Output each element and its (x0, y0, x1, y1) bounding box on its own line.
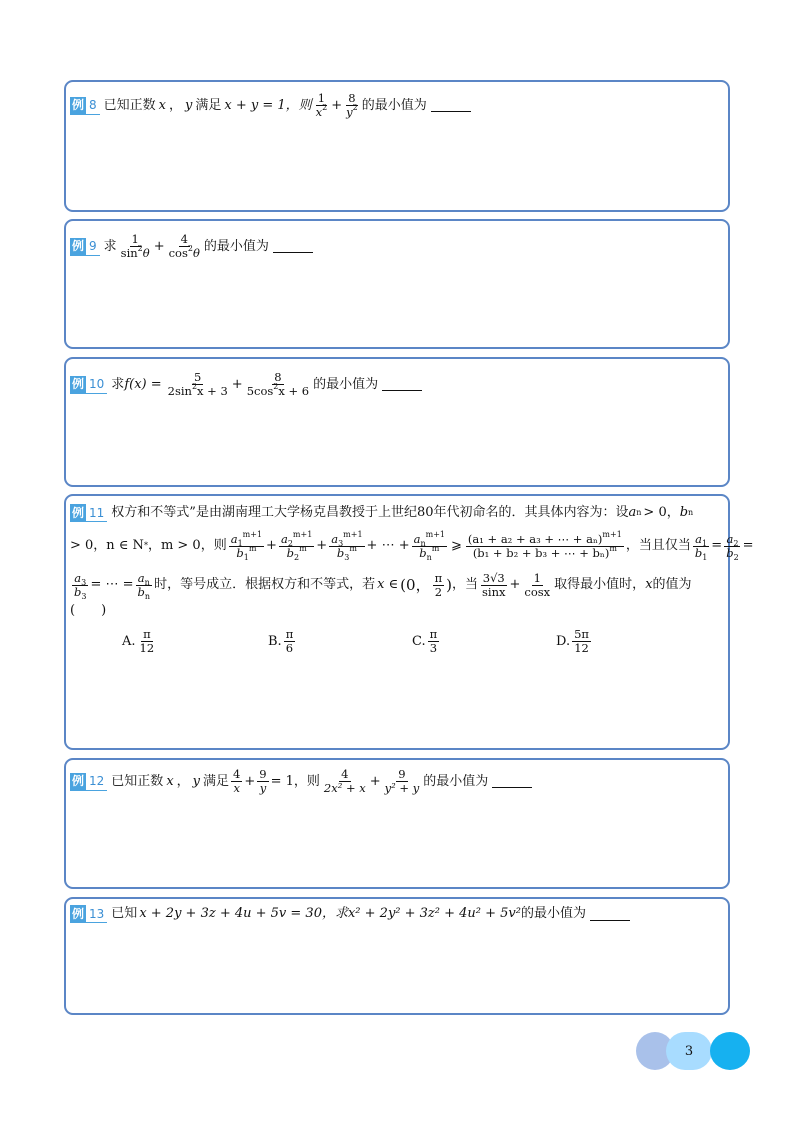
fraction: $\frac{4}{x}$ (233, 767, 241, 795)
fraction: $\frac{5\pi}{12}$ (574, 627, 589, 655)
badge-circle-right (710, 1032, 750, 1070)
example-11-line-3: $\frac{a_3}{b_3}$ = ⋯ = $\frac{a_n}{b_n}$ 时，等号成立．根据权方和不等式，若 x ∈ (0， $\frac{\pi}{2}$ ) ，当 $\frac{3√3}{\sin x}$ + $\frac{1}{\cos x}$ 取得最小值时， x 的值为 (74, 570, 692, 601)
fraction: $\frac{a_3}{b_3}$ (74, 570, 87, 601)
fraction: $\frac{\pi}{6}$ (285, 627, 294, 655)
answer-blank[interactable] (273, 240, 313, 253)
fraction: $\frac{3√3}{\sin x}$ (482, 570, 506, 599)
example-tag: 例 10 (70, 376, 107, 394)
fraction: $\frac{a_2^{m+1}}{b_2^m}$ (280, 529, 313, 562)
example-11-paren: ( ) (70, 603, 107, 618)
fraction: $\frac{\pi}{12}$ (139, 627, 155, 655)
fraction: $\frac{4}{\cos^2\theta}$ (168, 232, 200, 260)
fraction: $\frac{a_1}{b_1}$ (694, 531, 708, 562)
example-tag: 例 11 (70, 504, 107, 522)
fraction: $\frac{a_n}{b_n}$ (137, 570, 151, 601)
example-12-box (64, 758, 730, 889)
example-8-box (64, 80, 730, 212)
fraction: $\frac{1}{\cos x}$ (524, 570, 551, 599)
fraction: $\frac{9}{y}$ (259, 767, 267, 795)
fraction: $\frac{1}{x^2}$ (315, 91, 328, 119)
example-13-box (64, 897, 730, 1015)
answer-blank[interactable] (431, 99, 471, 112)
fraction: $\frac{\pi}{2}$ (434, 570, 443, 599)
answer-blank[interactable] (492, 775, 532, 788)
option-b[interactable]: B. $\frac{\pi}{6}$ (268, 627, 294, 655)
option-a[interactable]: A. $\frac{\pi}{12}$ (122, 627, 155, 655)
option-c[interactable]: C. $\frac{\pi}{3}$ (412, 627, 438, 655)
fraction: $\frac{8}{5\cos^2x + 6}$ (246, 370, 310, 398)
fraction: $\frac{a_2}{b_2}$ (726, 531, 739, 562)
option-d[interactable]: D. $\frac{5\pi}{12}$ (556, 627, 589, 655)
example-9-question: 例 9 求 $\frac{1}{\sin^2\theta}$ + $\frac{4}{\cos^2\theta}$ 的最小值为 (70, 233, 313, 260)
answer-blank[interactable] (590, 908, 630, 921)
example-10-question: 例 10 求 f(x) = $\frac{5}{2\sin^2x + 3}$ + $\frac{8}{5\cos^2x + 6}$ 的最小值为 (70, 371, 422, 398)
fraction: $\frac{5}{2\sin^2x + 3}$ (167, 370, 228, 398)
fraction: $\frac{1}{\sin^2\theta}$ (120, 232, 150, 260)
fraction: $\frac{(a_1 + a_2 + a_3 + \cdots + a_n)^{m+1}}{(b_1 + b_2 + b_3 + \cdots + b_n)^m}$ (467, 529, 622, 560)
example-10-box (64, 357, 730, 487)
example-tag: 例 13 (70, 905, 107, 923)
page-number: 3 (684, 1043, 694, 1059)
answer-blank[interactable] (382, 378, 422, 391)
example-13-question: 例 13 已知 x + 2y + 3z + 4u + 5v = 30，求 x² + 2y² + 3z² + 4u² + 5v² 的最小值为 (70, 905, 630, 923)
fraction: $\frac{a_1^{m+1}}{b_1^m}$ (230, 529, 263, 562)
example-tag: 例 12 (70, 773, 107, 791)
fraction: $\frac{a_3^{m+1}}{b_3^m}$ (331, 529, 363, 562)
fraction: $\frac{4}{\text{2x² + x}}$ (323, 767, 366, 795)
example-tag: 例 8 (70, 97, 100, 115)
example-11-box (64, 494, 754, 750)
fraction: $\frac{\pi}{3}$ (429, 627, 438, 655)
example-9-box (64, 219, 730, 349)
fraction: $\frac{a_n^{m+1}}{b_n^m}$ (413, 529, 446, 562)
example-8-question: 例 8 已知正数 x ， y 满足 x + y = 1，则 $\frac{1}{x^2}$ + $\frac{8}{y^2}$ 的最小值为 (70, 92, 471, 119)
example-tag: 例 9 (70, 238, 100, 256)
fraction: $\frac{9}{\text{y² + y}}$ (384, 767, 420, 795)
page-number-badge (636, 1032, 752, 1070)
example-12-question: 例 12 已知正数 x ， y 满足 $\frac{4}{x}$ + $\frac{9}{y}$ = 1，则 $\frac{4}{\text{2x² + x}}$ + $\frac{9}{\text{y² + y}}$ 的最小值为 (70, 768, 532, 795)
example-11-line-2: > 0，n ∈ N * ，m > 0，则 $\frac{a_1^{m+1}}{b_1^m}$ + $\frac{a_2^{m+1}}{b_2^m}$ + $\frac{a_3^{m+1}}{b_3^m}$ + ⋯ + $\frac{a_n^{m+1}}{b_n^m}$ ⩾ $\frac{(a_1 + a_2 + a_3 + \cdots + a_n)^{m+1}}{(b_1 + b_2 + b_3 + \cdots + b_n)^m}$ ，当且仅当 $\frac{a_1}{b_1}$ = $\frac{a_2}{b_2}$ = (70, 529, 754, 562)
example-11-line-1: 例 11 权方和不等式”是由湖南理工大学杨克昌教授于上世纪80年代初命名的．其具体内容为：设 a n > 0， b n (72, 505, 694, 520)
fraction: $\frac{8}{y^2}$ (346, 91, 358, 119)
